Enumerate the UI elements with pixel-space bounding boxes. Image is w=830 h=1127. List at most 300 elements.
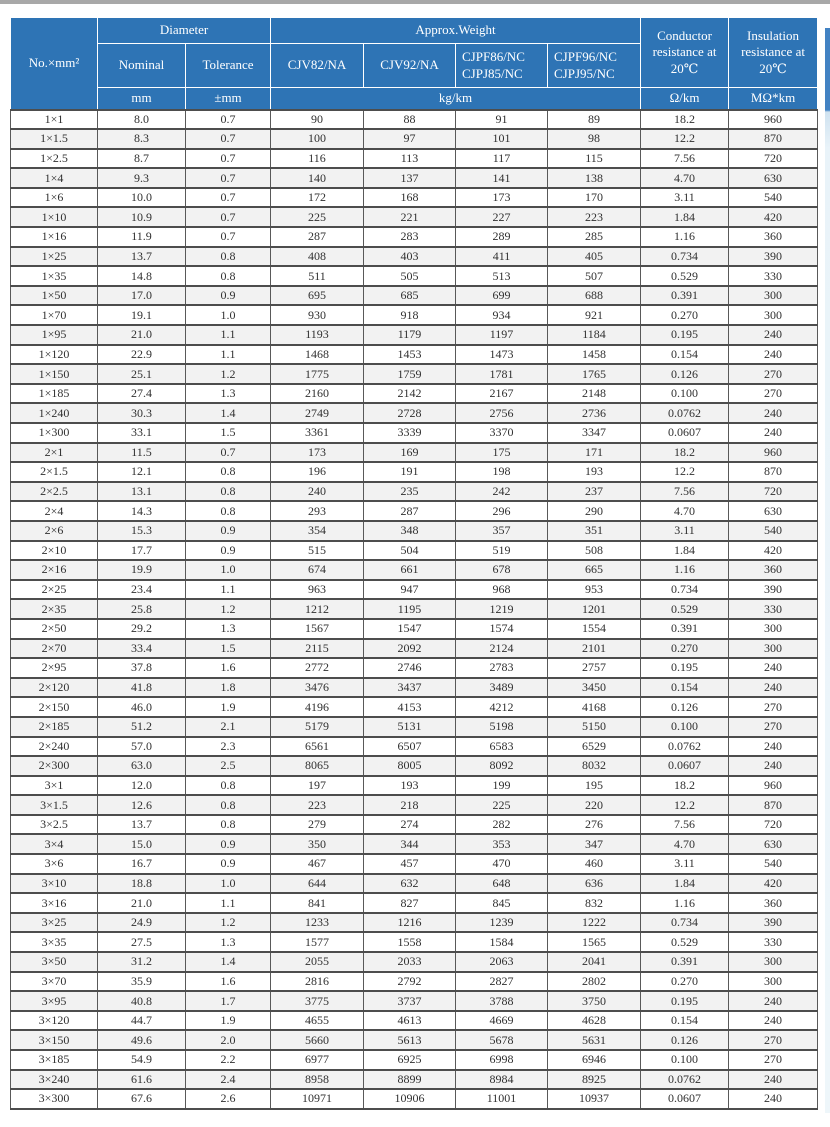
cell: 420	[729, 207, 818, 227]
cell: 1.2	[186, 364, 271, 384]
cell: 10971	[271, 1089, 364, 1109]
cell: 17.0	[98, 286, 186, 306]
cell: 720	[729, 482, 818, 502]
cell: 41.8	[98, 678, 186, 698]
cell: 6583	[456, 737, 548, 757]
cell: 270	[729, 717, 818, 737]
cell: 3347	[548, 423, 641, 443]
cell: 519	[456, 541, 548, 561]
cell: 1×300	[11, 423, 98, 443]
cell: 2×70	[11, 639, 98, 659]
cell: 8958	[271, 1070, 364, 1090]
cell: 138	[548, 168, 641, 188]
cell: 12.6	[98, 795, 186, 815]
cell: 1.6	[186, 972, 271, 992]
col-header-model-cjv82	[271, 44, 364, 88]
table-row	[11, 149, 818, 169]
cell: 960	[729, 443, 818, 463]
cell: 832	[548, 893, 641, 913]
cell: 1×185	[11, 384, 98, 404]
cell: 8065	[271, 756, 364, 776]
table-row	[11, 913, 818, 933]
table-row	[11, 501, 818, 521]
unit-mm: mm	[98, 88, 186, 110]
cell: 67.6	[98, 1089, 186, 1109]
cell: 173	[271, 443, 364, 463]
table-row	[11, 639, 818, 659]
cell: 193	[548, 462, 641, 482]
cell: 2×120	[11, 678, 98, 698]
cell: 0.9	[186, 854, 271, 874]
model-line: CJPJ85/NC	[462, 65, 523, 81]
cell: 8005	[364, 756, 456, 776]
cell: 270	[729, 384, 818, 404]
cell: 1×4	[11, 168, 98, 188]
unit-mohm-km: MΩ*km	[729, 88, 818, 110]
cell: 540	[729, 854, 818, 874]
cell: 4.70	[641, 501, 729, 521]
cell: 1239	[456, 913, 548, 933]
table-row	[11, 423, 818, 443]
cell: 5179	[271, 717, 364, 737]
cell: 1.5	[186, 423, 271, 443]
cell: 390	[729, 913, 818, 933]
cell: 3×2.5	[11, 815, 98, 835]
cell: 699	[456, 286, 548, 306]
cell: 0.391	[641, 619, 729, 639]
unit-tolerance-mm: ±mm	[186, 88, 271, 110]
cell: 0.734	[641, 913, 729, 933]
cell: 353	[456, 834, 548, 854]
cell: 2×4	[11, 501, 98, 521]
cell: 240	[271, 482, 364, 502]
cell: 1565	[548, 932, 641, 952]
cell: 4196	[271, 697, 364, 717]
unit-kg-km: kg/km	[271, 88, 641, 110]
table-row	[11, 756, 818, 776]
cell: 240	[729, 325, 818, 345]
cell: 348	[364, 521, 456, 541]
cell: 685	[364, 286, 456, 306]
cell: 270	[729, 364, 818, 384]
table-row	[11, 266, 818, 286]
cell: 30.3	[98, 403, 186, 423]
cell: 2055	[271, 952, 364, 972]
table-row	[11, 129, 818, 149]
cell: 13.7	[98, 247, 186, 267]
cell: 0.270	[641, 972, 729, 992]
cell: 0.8	[186, 501, 271, 521]
cell: 2×35	[11, 599, 98, 619]
cell: 0.0762	[641, 403, 729, 423]
cell: 344	[364, 834, 456, 854]
cell: 720	[729, 815, 818, 835]
cell: 240	[729, 403, 818, 423]
cell: 688	[548, 286, 641, 306]
cell: 0.9	[186, 286, 271, 306]
cell: 508	[548, 541, 641, 561]
cell: 1.3	[186, 619, 271, 639]
cell: 170	[548, 188, 641, 208]
cell: 8.3	[98, 129, 186, 149]
cell: 0.8	[186, 462, 271, 482]
cell: 90	[271, 110, 364, 130]
cell: 2783	[456, 658, 548, 678]
cell: 351	[548, 521, 641, 541]
cell: 953	[548, 580, 641, 600]
cell: 2063	[456, 952, 548, 972]
cell: 2756	[456, 403, 548, 423]
cell: 117	[456, 149, 548, 169]
cell: 0.7	[186, 149, 271, 169]
col-header-model-cjpf96	[548, 44, 641, 88]
cell: 0.0607	[641, 756, 729, 776]
cell: 1781	[456, 364, 548, 384]
cell: 287	[364, 501, 456, 521]
cell: 3.11	[641, 521, 729, 541]
cell: 6998	[456, 1050, 548, 1070]
table-row	[11, 384, 818, 404]
cell: 5198	[456, 717, 548, 737]
cell: 270	[729, 1030, 818, 1050]
cell: 827	[364, 893, 456, 913]
cell: 420	[729, 874, 818, 894]
cell: 695	[271, 286, 364, 306]
cell: 405	[548, 247, 641, 267]
cell: 665	[548, 560, 641, 580]
cell: 63.0	[98, 756, 186, 776]
table-row	[11, 207, 818, 227]
cell: 8925	[548, 1070, 641, 1090]
cell: 2×50	[11, 619, 98, 639]
cell: 0.7	[186, 207, 271, 227]
cell: 1.7	[186, 991, 271, 1011]
cell: 300	[729, 952, 818, 972]
cell: 3339	[364, 423, 456, 443]
model-line: CJPF96/NC	[554, 49, 617, 65]
cell: 1×25	[11, 247, 98, 267]
col-header-no-mm2: No.×mm²	[11, 18, 98, 110]
cell: 1574	[456, 619, 548, 639]
cell: 227	[456, 207, 548, 227]
cell: 2×1	[11, 443, 98, 463]
table-row	[11, 697, 818, 717]
cell: 13.1	[98, 482, 186, 502]
cell: 540	[729, 188, 818, 208]
cell: 4613	[364, 1011, 456, 1031]
table-row	[11, 834, 818, 854]
cell: 2.2	[186, 1050, 271, 1070]
cell: 3×6	[11, 854, 98, 874]
table-row	[11, 658, 818, 678]
cell: 6925	[364, 1050, 456, 1070]
cell: 274	[364, 815, 456, 835]
cell: 918	[364, 305, 456, 325]
cell: 457	[364, 854, 456, 874]
table-row	[11, 325, 818, 345]
cell: 8032	[548, 756, 641, 776]
cell: 0.195	[641, 991, 729, 1011]
cell: 0.391	[641, 286, 729, 306]
cell: 4.70	[641, 834, 729, 854]
cell: 1×2.5	[11, 149, 98, 169]
cell: 0.7	[186, 443, 271, 463]
cell: 2×25	[11, 580, 98, 600]
cell: 8899	[364, 1070, 456, 1090]
cell: 930	[271, 305, 364, 325]
cell: 3×25	[11, 913, 98, 933]
table-row	[11, 541, 818, 561]
cell: 0.126	[641, 697, 729, 717]
cell: 678	[456, 560, 548, 580]
cell: 6507	[364, 737, 456, 757]
col-header-insulation-resistance: Insulation resistance at 20℃	[729, 18, 818, 88]
cell: 18.2	[641, 776, 729, 796]
col-header-approx-weight: Approx.Weight	[271, 18, 641, 44]
cell: 279	[271, 815, 364, 835]
cell: 360	[729, 893, 818, 913]
cell: 300	[729, 639, 818, 659]
table-row	[11, 345, 818, 365]
cell: 2772	[271, 658, 364, 678]
cell: 1.0	[186, 874, 271, 894]
cell: 347	[548, 834, 641, 854]
cell: 300	[729, 619, 818, 639]
cell: 3.11	[641, 188, 729, 208]
cell: 240	[729, 1070, 818, 1090]
table-row	[11, 1011, 818, 1031]
cell: 0.8	[186, 482, 271, 502]
cell: 10.9	[98, 207, 186, 227]
cell: 3×150	[11, 1030, 98, 1050]
cell: 0.154	[641, 678, 729, 698]
table-row	[11, 462, 818, 482]
cell: 98	[548, 129, 641, 149]
cell: 330	[729, 599, 818, 619]
cell: 173	[456, 188, 548, 208]
cell: 10937	[548, 1089, 641, 1109]
cell: 3×35	[11, 932, 98, 952]
cell: 0.7	[186, 110, 271, 130]
model-line: CJPF86/NC	[462, 49, 525, 65]
cell: 283	[364, 227, 456, 247]
cell: 630	[729, 501, 818, 521]
cell: 25.8	[98, 599, 186, 619]
cell: 21.0	[98, 893, 186, 913]
cell: 300	[729, 305, 818, 325]
table-row	[11, 972, 818, 992]
spec-table-header	[11, 18, 818, 110]
cell: 403	[364, 247, 456, 267]
cell: 870	[729, 462, 818, 482]
cell: 57.0	[98, 737, 186, 757]
cell: 0.195	[641, 658, 729, 678]
table-row	[11, 188, 818, 208]
cell: 33.1	[98, 423, 186, 443]
cell: 0.734	[641, 247, 729, 267]
cell: 1×50	[11, 286, 98, 306]
cell: 1765	[548, 364, 641, 384]
cell: 1184	[548, 325, 641, 345]
cell: 870	[729, 129, 818, 149]
cell: 223	[271, 795, 364, 815]
cell: 0.8	[186, 795, 271, 815]
cell: 2×240	[11, 737, 98, 757]
cell: 0.0607	[641, 1089, 729, 1109]
cell: 408	[271, 247, 364, 267]
cell: 3×300	[11, 1089, 98, 1109]
cell: 2.5	[186, 756, 271, 776]
model-line: CJV82/NA	[287, 57, 347, 73]
cell: 870	[729, 795, 818, 815]
cell: 0.7	[186, 188, 271, 208]
cell: 674	[271, 560, 364, 580]
cell: 3775	[271, 991, 364, 1011]
right-edge-strip	[825, 28, 830, 1113]
cell: 1×6	[11, 188, 98, 208]
cell: 1.3	[186, 384, 271, 404]
cell: 37.8	[98, 658, 186, 678]
cell: 11001	[456, 1089, 548, 1109]
cell: 648	[456, 874, 548, 894]
cell: 4168	[548, 697, 641, 717]
cell: 235	[364, 482, 456, 502]
header-group-row	[11, 18, 818, 44]
cell: 171	[548, 443, 641, 463]
table-row	[11, 619, 818, 639]
cell: 18.8	[98, 874, 186, 894]
cell: 2728	[364, 403, 456, 423]
cell: 1.84	[641, 541, 729, 561]
cell: 6561	[271, 737, 364, 757]
cell: 968	[456, 580, 548, 600]
table-row	[11, 482, 818, 502]
cell: 51.2	[98, 717, 186, 737]
col-header-model-cjpf86	[456, 44, 548, 88]
cell: 934	[456, 305, 548, 325]
cell: 3×10	[11, 874, 98, 894]
cell: 276	[548, 815, 641, 835]
cell: 2×2.5	[11, 482, 98, 502]
cell: 841	[271, 893, 364, 913]
table-row	[11, 932, 818, 952]
cell: 14.3	[98, 501, 186, 521]
cell: 1179	[364, 325, 456, 345]
cell: 3×1.5	[11, 795, 98, 815]
table-row	[11, 227, 818, 247]
cell: 225	[271, 207, 364, 227]
cell: 14.8	[98, 266, 186, 286]
cell: 168	[364, 188, 456, 208]
table-row	[11, 247, 818, 267]
cell: 1×240	[11, 403, 98, 423]
cell: 22.9	[98, 345, 186, 365]
cell: 515	[271, 541, 364, 561]
table-row	[11, 521, 818, 541]
table-row	[11, 815, 818, 835]
cell: 1×1.5	[11, 129, 98, 149]
cell: 1195	[364, 599, 456, 619]
cell: 3.11	[641, 854, 729, 874]
cell: 2148	[548, 384, 641, 404]
cell: 2092	[364, 639, 456, 659]
cell: 357	[456, 521, 548, 541]
table-row	[11, 305, 818, 325]
cell: 2124	[456, 639, 548, 659]
cell: 632	[364, 874, 456, 894]
cell: 1×70	[11, 305, 98, 325]
cell: 3×4	[11, 834, 98, 854]
cell: 0.529	[641, 599, 729, 619]
cell: 0.126	[641, 1030, 729, 1050]
table-row	[11, 717, 818, 737]
cell: 1.9	[186, 697, 271, 717]
model-line: CJPJ95/NC	[554, 65, 615, 81]
cell: 2.4	[186, 1070, 271, 1090]
table-row	[11, 991, 818, 1011]
cell: 1.1	[186, 580, 271, 600]
cell: 240	[729, 737, 818, 757]
cell: 2101	[548, 639, 641, 659]
cell: 242	[456, 482, 548, 502]
cell: 40.8	[98, 991, 186, 1011]
col-header-conductor-resistance: Conductor resistance at 20℃	[641, 18, 729, 88]
cell: 921	[548, 305, 641, 325]
cell: 33.4	[98, 639, 186, 659]
table-row	[11, 560, 818, 580]
cell: 3489	[456, 678, 548, 698]
cell: 8.0	[98, 110, 186, 130]
cell: 1.16	[641, 560, 729, 580]
cell: 0.529	[641, 932, 729, 952]
cell: 24.9	[98, 913, 186, 933]
cell: 1×95	[11, 325, 98, 345]
cell: 1759	[364, 364, 456, 384]
cell: 5131	[364, 717, 456, 737]
cell: 3×1	[11, 776, 98, 796]
cell: 35.9	[98, 972, 186, 992]
cell: 0.195	[641, 325, 729, 345]
cell: 218	[364, 795, 456, 815]
cell: 4153	[364, 697, 456, 717]
cell: 1.5	[186, 639, 271, 659]
cell: 172	[271, 188, 364, 208]
cell: 350	[271, 834, 364, 854]
cell: 0.7	[186, 227, 271, 247]
table-row	[11, 403, 818, 423]
cell: 13.7	[98, 815, 186, 835]
cell: 237	[548, 482, 641, 502]
cell: 3476	[271, 678, 364, 698]
cell: 88	[364, 110, 456, 130]
header-unit-row	[11, 88, 818, 110]
cell: 2816	[271, 972, 364, 992]
cell: 4655	[271, 1011, 364, 1031]
cell: 1.3	[186, 932, 271, 952]
table-row	[11, 599, 818, 619]
cell: 7.56	[641, 482, 729, 502]
cell: 9.3	[98, 168, 186, 188]
cell: 240	[729, 1011, 818, 1031]
cell: 2802	[548, 972, 641, 992]
model-line: CJV92/NA	[380, 57, 439, 73]
table-row	[11, 1030, 818, 1050]
cell: 8092	[456, 756, 548, 776]
cell: 1577	[271, 932, 364, 952]
cable-spec-table	[10, 17, 818, 1110]
cell: 2×150	[11, 697, 98, 717]
cell: 505	[364, 266, 456, 286]
